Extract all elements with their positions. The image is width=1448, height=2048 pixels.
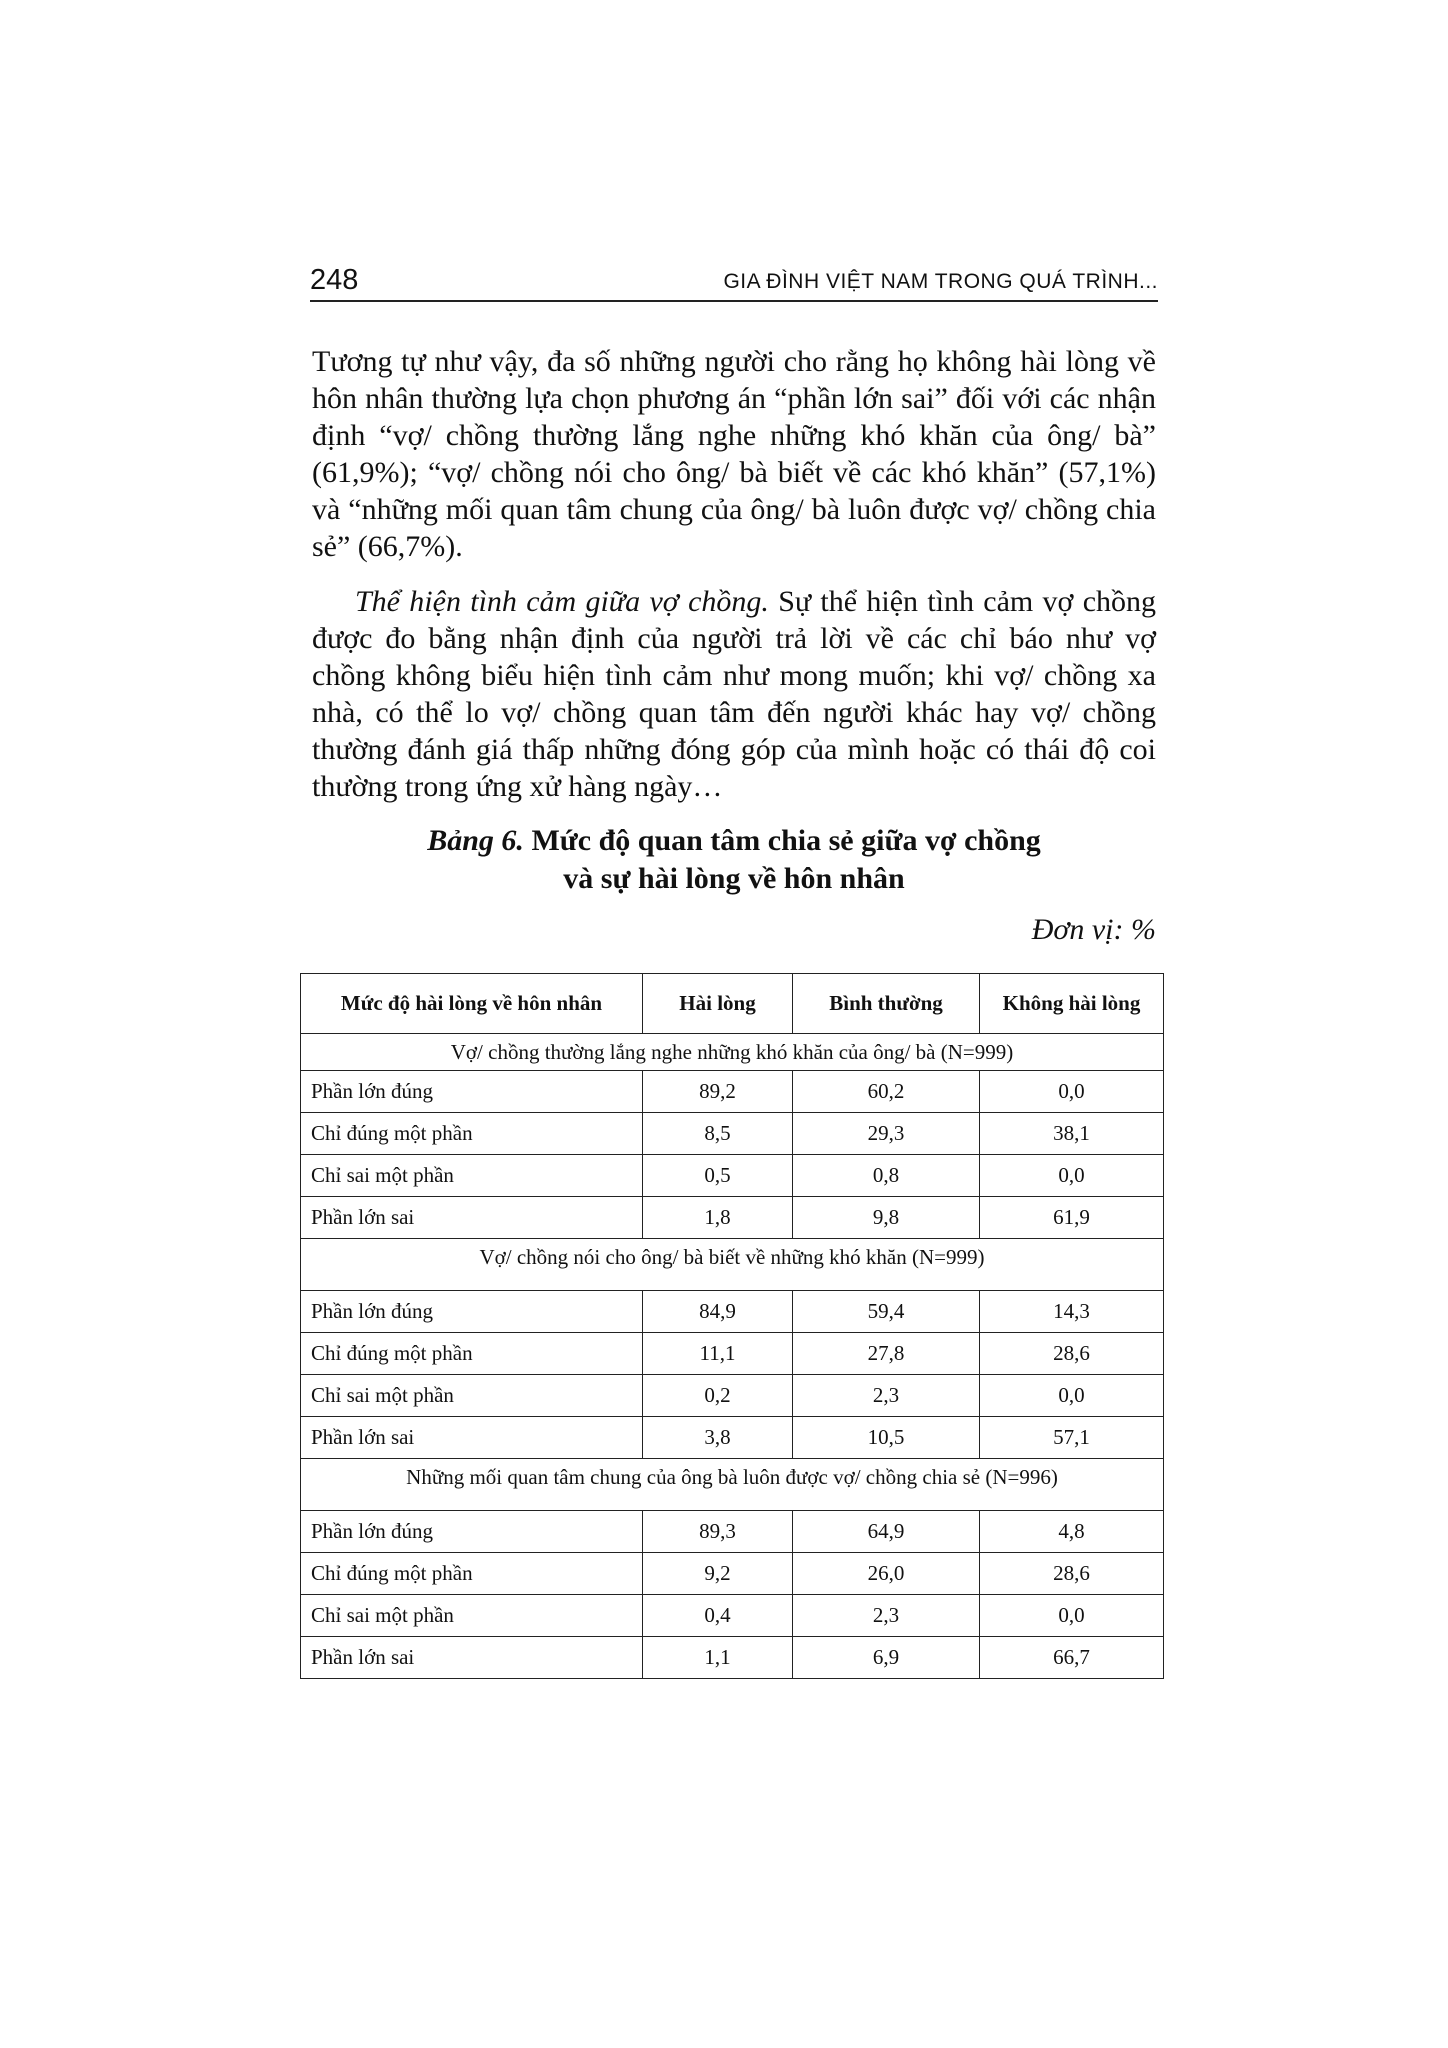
data-table <box>300 973 1164 1679</box>
table-cell: 0,0 <box>980 1595 1164 1637</box>
table-title-line-2: và sự hài lòng về hôn nhân <box>563 862 905 895</box>
table-cell: 0,0 <box>980 1155 1164 1197</box>
table-cell: 28,6 <box>980 1553 1164 1595</box>
table-cell: 60,2 <box>793 1071 980 1113</box>
row-label: Phần lớn sai <box>301 1197 643 1239</box>
column-header: Hài lòng <box>643 974 793 1034</box>
table-cell: 89,3 <box>643 1511 793 1553</box>
row-label: Chỉ đúng một phần <box>301 1333 643 1375</box>
table-cell: 59,4 <box>793 1291 980 1333</box>
row-label: Chỉ sai một phần <box>301 1375 643 1417</box>
table-cell: 66,7 <box>980 1637 1164 1679</box>
table-row <box>301 1071 1164 1113</box>
row-label: Phần lớn sai <box>301 1417 643 1459</box>
table-cell: 0,2 <box>643 1375 793 1417</box>
table-cell: 26,0 <box>793 1553 980 1595</box>
table-cell: 27,8 <box>793 1333 980 1375</box>
table-cell: 14,3 <box>980 1291 1164 1333</box>
table-unit: Đơn vị: % <box>1031 913 1156 946</box>
row-label: Chỉ sai một phần <box>301 1155 643 1197</box>
table-title <box>312 822 1156 898</box>
row-label: Chỉ đúng một phần <box>301 1553 643 1595</box>
table-row <box>301 1291 1164 1333</box>
column-header: Không hài lòng <box>980 974 1164 1034</box>
column-header: Bình thường <box>793 974 980 1034</box>
table-cell: 2,3 <box>793 1375 980 1417</box>
table-cell: 64,9 <box>793 1511 980 1553</box>
paragraph-1: Tương tự như vậy, đa số những người cho rằng họ không hài lòng về hôn nhân thường lựa chọn phương án “phần lớn sai” đối với các nhận định “vợ/ chồng thường lắng nghe những khó khăn của ông/ bà” (61,9%); “vợ/ chồng nói cho ông/ bà biết về các khó khăn” (57,1%) và “những mối quan tâm chung của ông/ bà luôn được vợ/ chồng chia sẻ” (66,7%). <box>312 345 1156 563</box>
table-header-row <box>301 974 1164 1034</box>
row-label: Phần lớn đúng <box>301 1291 643 1333</box>
section-title: Những mối quan tâm chung của ông bà luôn được vợ/ chồng chia sẻ (N=996) <box>301 1459 1164 1511</box>
table-row <box>301 1417 1164 1459</box>
table-cell: 11,1 <box>643 1333 793 1375</box>
table-cell: 61,9 <box>980 1197 1164 1239</box>
table-row <box>301 1375 1164 1417</box>
table-cell: 4,8 <box>980 1511 1164 1553</box>
table-row <box>301 1197 1164 1239</box>
row-label: Phần lớn sai <box>301 1637 643 1679</box>
section-row <box>301 1239 1164 1291</box>
table-cell: 28,6 <box>980 1333 1164 1375</box>
table-row <box>301 1553 1164 1595</box>
table-cell: 3,8 <box>643 1417 793 1459</box>
table-cell: 29,3 <box>793 1113 980 1155</box>
table-number: Bảng 6. <box>427 824 524 857</box>
table-cell: 0,0 <box>980 1375 1164 1417</box>
table-cell: 9,2 <box>643 1553 793 1595</box>
table-cell: 38,1 <box>980 1113 1164 1155</box>
column-header: Mức độ hài lòng về hôn nhân <box>301 974 643 1034</box>
table-title-line-1: Mức độ quan tâm chia sẻ giữa vợ chồng <box>523 824 1041 857</box>
table-cell: 6,9 <box>793 1637 980 1679</box>
paragraph-2 <box>312 583 1156 805</box>
running-title: GIA ĐÌNH VIỆT NAM TRONG QUÁ TRÌNH... <box>723 270 1158 293</box>
table-cell: 1,1 <box>643 1637 793 1679</box>
table-cell: 0,8 <box>793 1155 980 1197</box>
section-title: Vợ/ chồng thường lắng nghe những khó khăn của ông/ bà (N=999) <box>301 1034 1164 1071</box>
row-label: Chỉ sai một phần <box>301 1595 643 1637</box>
table-cell: 89,2 <box>643 1071 793 1113</box>
table-row <box>301 1637 1164 1679</box>
table-row <box>301 1155 1164 1197</box>
row-label: Phần lớn đúng <box>301 1511 643 1553</box>
table-cell: 0,5 <box>643 1155 793 1197</box>
table-row <box>301 1333 1164 1375</box>
row-label: Chỉ đúng một phần <box>301 1113 643 1155</box>
table-cell: 84,9 <box>643 1291 793 1333</box>
table-cell: 57,1 <box>980 1417 1164 1459</box>
page-header <box>310 262 1158 302</box>
paragraph-2-body: Sự thể hiện tình cảm vợ chồng được đo bằng nhận định của người trả lời về các chỉ báo như vợ chồng không biểu hiện tình cảm như mong muốn; khi vợ/ chồng xa nhà, có thể lo vợ/ chồng quan tâm đến người khác hay vợ/ chồng thường đánh giá thấp những đóng góp của mình hoặc có thái độ coi thường trong ứng xử hàng ngày… <box>312 585 1157 803</box>
table-cell: 0,4 <box>643 1595 793 1637</box>
section-row <box>301 1459 1164 1511</box>
table-cell: 8,5 <box>643 1113 793 1155</box>
table-row <box>301 1595 1164 1637</box>
table-cell: 10,5 <box>793 1417 980 1459</box>
table-cell: 1,8 <box>643 1197 793 1239</box>
table-cell: 0,0 <box>980 1071 1164 1113</box>
table-cell: 2,3 <box>793 1595 980 1637</box>
table-row <box>301 1511 1164 1553</box>
table-row <box>301 1113 1164 1155</box>
page-number: 248 <box>310 264 359 296</box>
row-label: Phần lớn đúng <box>301 1071 643 1113</box>
paragraph-2-lead: Thể hiện tình cảm giữa vợ chồng. <box>355 585 769 618</box>
section-title: Vợ/ chồng nói cho ông/ bà biết về những khó khăn (N=999) <box>301 1239 1164 1291</box>
section-row <box>301 1034 1164 1071</box>
table-cell: 9,8 <box>793 1197 980 1239</box>
